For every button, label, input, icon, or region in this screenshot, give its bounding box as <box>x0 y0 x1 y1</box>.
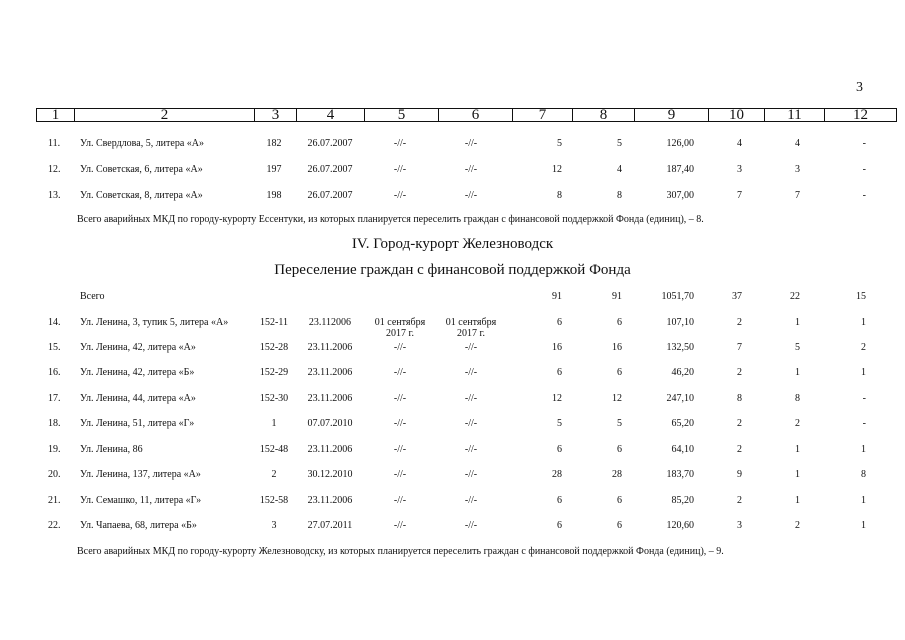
col-5-value <box>366 317 434 339</box>
total-col-9: 1051,70 <box>661 291 694 302</box>
doc-number: 152-58 <box>259 495 289 506</box>
table-row <box>0 495 905 521</box>
col-7-value: 6 <box>557 444 562 455</box>
doc-date: 23.11.2006 <box>307 444 353 455</box>
col-9-value: 64,10 <box>671 444 694 455</box>
col-7-value: 16 <box>552 342 562 353</box>
address: Ул. Ленина, 42, литера «А» <box>80 342 196 353</box>
doc-date: 23.112006 <box>308 317 352 328</box>
doc-number: 152-11 <box>260 317 288 328</box>
col-9-value: 46,20 <box>671 367 694 378</box>
table-row <box>0 317 905 343</box>
col-9-value: 107,10 <box>666 317 694 328</box>
col-6-value: -//- <box>464 444 478 455</box>
col-12-value: 1 <box>861 317 866 328</box>
col-12-value: - <box>862 138 866 149</box>
table-row <box>0 393 905 419</box>
doc-number: 152-30 <box>259 393 289 404</box>
doc-date: 26.07.2007 <box>307 164 353 175</box>
col-header-9: 9 <box>635 109 709 122</box>
col-12-value: - <box>862 418 866 429</box>
doc-number: 197 <box>266 164 282 175</box>
col-7-value: 6 <box>557 520 562 531</box>
col-11-value: 2 <box>795 520 800 531</box>
total-col-8: 91 <box>612 291 622 302</box>
col-11-value: 2 <box>795 418 800 429</box>
col-header-11: 11 <box>765 109 825 122</box>
col-9-value: 247,10 <box>666 393 694 404</box>
doc-number: 182 <box>266 138 282 149</box>
row-number: 19. <box>48 444 61 455</box>
col-11-value: 1 <box>795 469 800 480</box>
column-number-header <box>36 108 897 122</box>
col-header-3: 3 <box>255 109 297 122</box>
row-number: 16. <box>48 367 61 378</box>
total-col-11: 22 <box>790 291 800 302</box>
col-5-value: -//- <box>393 418 407 429</box>
table-row <box>0 444 905 470</box>
col-7-value: 8 <box>557 190 562 201</box>
doc-number: 152-48 <box>259 444 289 455</box>
col-9-value: 120,60 <box>666 520 694 531</box>
col-5-value: -//- <box>393 520 407 531</box>
col-header-6: 6 <box>439 109 513 122</box>
col-11-value: 8 <box>795 393 800 404</box>
col-9-value: 307,00 <box>666 190 694 201</box>
col-12-value: 1 <box>861 495 866 506</box>
col-7-value: 6 <box>557 367 562 378</box>
col-11-value: 4 <box>795 138 800 149</box>
summary-note-essentuki: Всего аварийных МКД по городу-курорту Ессентуки, из которых планируется переселить граждан с финансовой поддержкой Фонда (единиц), – 8. <box>77 214 704 225</box>
row-number: 14. <box>48 317 61 328</box>
col-header-4: 4 <box>297 109 365 122</box>
section-subtitle: Переселение граждан с финансовой поддержкой Фонда <box>274 262 631 278</box>
col-6-value: -//- <box>464 164 478 175</box>
col-11-value: 1 <box>795 495 800 506</box>
doc-date: 30.12.2010 <box>307 469 353 480</box>
address: Ул. Советская, 8, литера «А» <box>80 190 203 201</box>
row-number: 13. <box>48 190 61 201</box>
doc-date: 23.11.2006 <box>307 367 353 378</box>
col-5-line-1: 01 сентября <box>374 317 426 328</box>
col-9-value: 183,70 <box>666 469 694 480</box>
col-12-value: - <box>862 393 866 404</box>
col-5-value: -//- <box>393 342 407 353</box>
col-12-value: 2 <box>861 342 866 353</box>
col-12-value: - <box>862 164 866 175</box>
col-7-value: 12 <box>552 164 562 175</box>
table-row <box>0 520 905 546</box>
table-row <box>0 138 905 164</box>
row-number: 15. <box>48 342 61 353</box>
col-9-value: 126,00 <box>666 138 694 149</box>
doc-number: 152-29 <box>259 367 289 378</box>
col-6-value <box>437 317 505 339</box>
col-12-value: 1 <box>861 444 866 455</box>
col-10-value: 9 <box>737 469 742 480</box>
address: Ул. Ленина, 44, литера «А» <box>80 393 196 404</box>
col-5-value: -//- <box>393 164 407 175</box>
col-5-line-2: 2017 г. <box>386 328 414 339</box>
address: Ул. Ленина, 42, литера «Б» <box>80 367 195 378</box>
col-6-value: -//- <box>464 367 478 378</box>
doc-date: 23.11.2006 <box>307 393 353 404</box>
address: Ул. Чапаева, 68, литера «Б» <box>80 520 197 531</box>
col-12-value: 8 <box>861 469 866 480</box>
address: Ул. Ленина, 3, тупик 5, литера «А» <box>80 317 229 328</box>
address: Ул. Советская, 6, литера «А» <box>80 164 203 175</box>
col-6-line-1: 01 сентября <box>445 317 497 328</box>
doc-date: 23.11.2006 <box>307 342 353 353</box>
col-10-value: 7 <box>737 342 742 353</box>
row-number: 20. <box>48 469 61 480</box>
col-5-value: -//- <box>393 444 407 455</box>
row-number: 11. <box>48 138 61 149</box>
col-11-value: 1 <box>795 367 800 378</box>
col-11-value: 1 <box>795 317 800 328</box>
col-6-value: -//- <box>464 342 478 353</box>
col-12-value: 1 <box>861 367 866 378</box>
table-row <box>0 367 905 393</box>
doc-date: 26.07.2007 <box>307 190 353 201</box>
col-12-value: - <box>862 190 866 201</box>
col-8-value: 6 <box>617 495 622 506</box>
col-5-value: -//- <box>393 367 407 378</box>
col-11-value: 3 <box>795 164 800 175</box>
col-5-value: -//- <box>393 495 407 506</box>
col-6-value: -//- <box>464 190 478 201</box>
col-10-value: 8 <box>737 393 742 404</box>
col-8-value: 6 <box>617 367 622 378</box>
total-row <box>0 291 905 317</box>
section-title: IV. Город-курорт Железноводск <box>351 236 554 252</box>
col-8-value: 8 <box>617 190 622 201</box>
col-8-value: 28 <box>612 469 622 480</box>
col-10-value: 2 <box>737 495 742 506</box>
doc-number: 1 <box>271 418 277 429</box>
col-6-value: -//- <box>464 138 478 149</box>
table-row <box>0 164 905 190</box>
table-row <box>0 190 905 216</box>
col-5-value: -//- <box>393 190 407 201</box>
address: Ул. Ленина, 137, литера «А» <box>80 469 201 480</box>
col-header-7: 7 <box>513 109 573 122</box>
doc-number: 198 <box>266 190 282 201</box>
page-number: 3 <box>856 80 863 95</box>
col-8-value: 5 <box>617 418 622 429</box>
row-number: 21. <box>48 495 61 506</box>
doc-number: 3 <box>271 520 277 531</box>
col-7-value: 28 <box>552 469 562 480</box>
col-10-value: 7 <box>737 190 742 201</box>
row-number: 22. <box>48 520 61 531</box>
col-10-value: 2 <box>737 317 742 328</box>
col-11-value: 7 <box>795 190 800 201</box>
table-row <box>0 418 905 444</box>
total-col-10: 37 <box>732 291 742 302</box>
table-row <box>0 469 905 495</box>
doc-number: 152-28 <box>259 342 289 353</box>
col-8-value: 16 <box>612 342 622 353</box>
col-header-12: 12 <box>825 109 897 122</box>
doc-date: 07.07.2010 <box>307 418 353 429</box>
col-5-value: -//- <box>393 138 407 149</box>
col-9-value: 187,40 <box>666 164 694 175</box>
col-6-line-2: 2017 г. <box>457 328 485 339</box>
col-10-value: 2 <box>737 418 742 429</box>
col-10-value: 2 <box>737 367 742 378</box>
col-7-value: 5 <box>557 138 562 149</box>
total-col-7: 91 <box>552 291 562 302</box>
col-9-value: 85,20 <box>671 495 694 506</box>
total-label: Всего <box>80 291 105 302</box>
address: Ул. Ленина, 86 <box>80 444 143 455</box>
col-10-value: 2 <box>737 444 742 455</box>
col-header-5: 5 <box>365 109 439 122</box>
col-8-value: 4 <box>617 164 622 175</box>
col-7-value: 12 <box>552 393 562 404</box>
col-9-value: 132,50 <box>666 342 694 353</box>
col-7-value: 6 <box>557 495 562 506</box>
col-6-value: -//- <box>464 469 478 480</box>
col-10-value: 4 <box>737 138 742 149</box>
col-header-10: 10 <box>709 109 765 122</box>
col-6-value: -//- <box>464 418 478 429</box>
col-8-value: 12 <box>612 393 622 404</box>
table-row <box>0 342 905 368</box>
address: Ул. Свердлова, 5, литера «А» <box>80 138 204 149</box>
doc-date: 23.11.2006 <box>307 495 353 506</box>
col-6-value: -//- <box>464 495 478 506</box>
col-11-value: 5 <box>795 342 800 353</box>
col-8-value: 6 <box>617 317 622 328</box>
row-number: 17. <box>48 393 61 404</box>
col-9-value: 65,20 <box>671 418 694 429</box>
summary-note-zheleznovodsk: Всего аварийных МКД по городу-курорту Железноводску, из которых планируется переселить граждан с финансовой поддержкой Фонда (единиц), – 9. <box>77 546 724 557</box>
col-header-8: 8 <box>573 109 635 122</box>
col-7-value: 5 <box>557 418 562 429</box>
row-number: 18. <box>48 418 61 429</box>
col-10-value: 3 <box>737 164 742 175</box>
col-6-value: -//- <box>464 393 478 404</box>
doc-date: 26.07.2007 <box>307 138 353 149</box>
doc-number: 2 <box>271 469 277 480</box>
address: Ул. Ленина, 51, литера «Г» <box>80 418 195 429</box>
col-header-1: 1 <box>37 109 75 122</box>
col-5-value: -//- <box>393 393 407 404</box>
address: Ул. Семашко, 11, литера «Г» <box>80 495 202 506</box>
col-8-value: 6 <box>617 444 622 455</box>
doc-date: 27.07.2011 <box>307 520 353 531</box>
col-8-value: 5 <box>617 138 622 149</box>
col-8-value: 6 <box>617 520 622 531</box>
col-10-value: 3 <box>737 520 742 531</box>
col-5-value: -//- <box>393 469 407 480</box>
col-6-value: -//- <box>464 520 478 531</box>
total-col-12: 15 <box>856 291 866 302</box>
row-number: 12. <box>48 164 61 175</box>
col-11-value: 1 <box>795 444 800 455</box>
col-7-value: 6 <box>557 317 562 328</box>
col-12-value: 1 <box>861 520 866 531</box>
col-header-2: 2 <box>75 109 255 122</box>
